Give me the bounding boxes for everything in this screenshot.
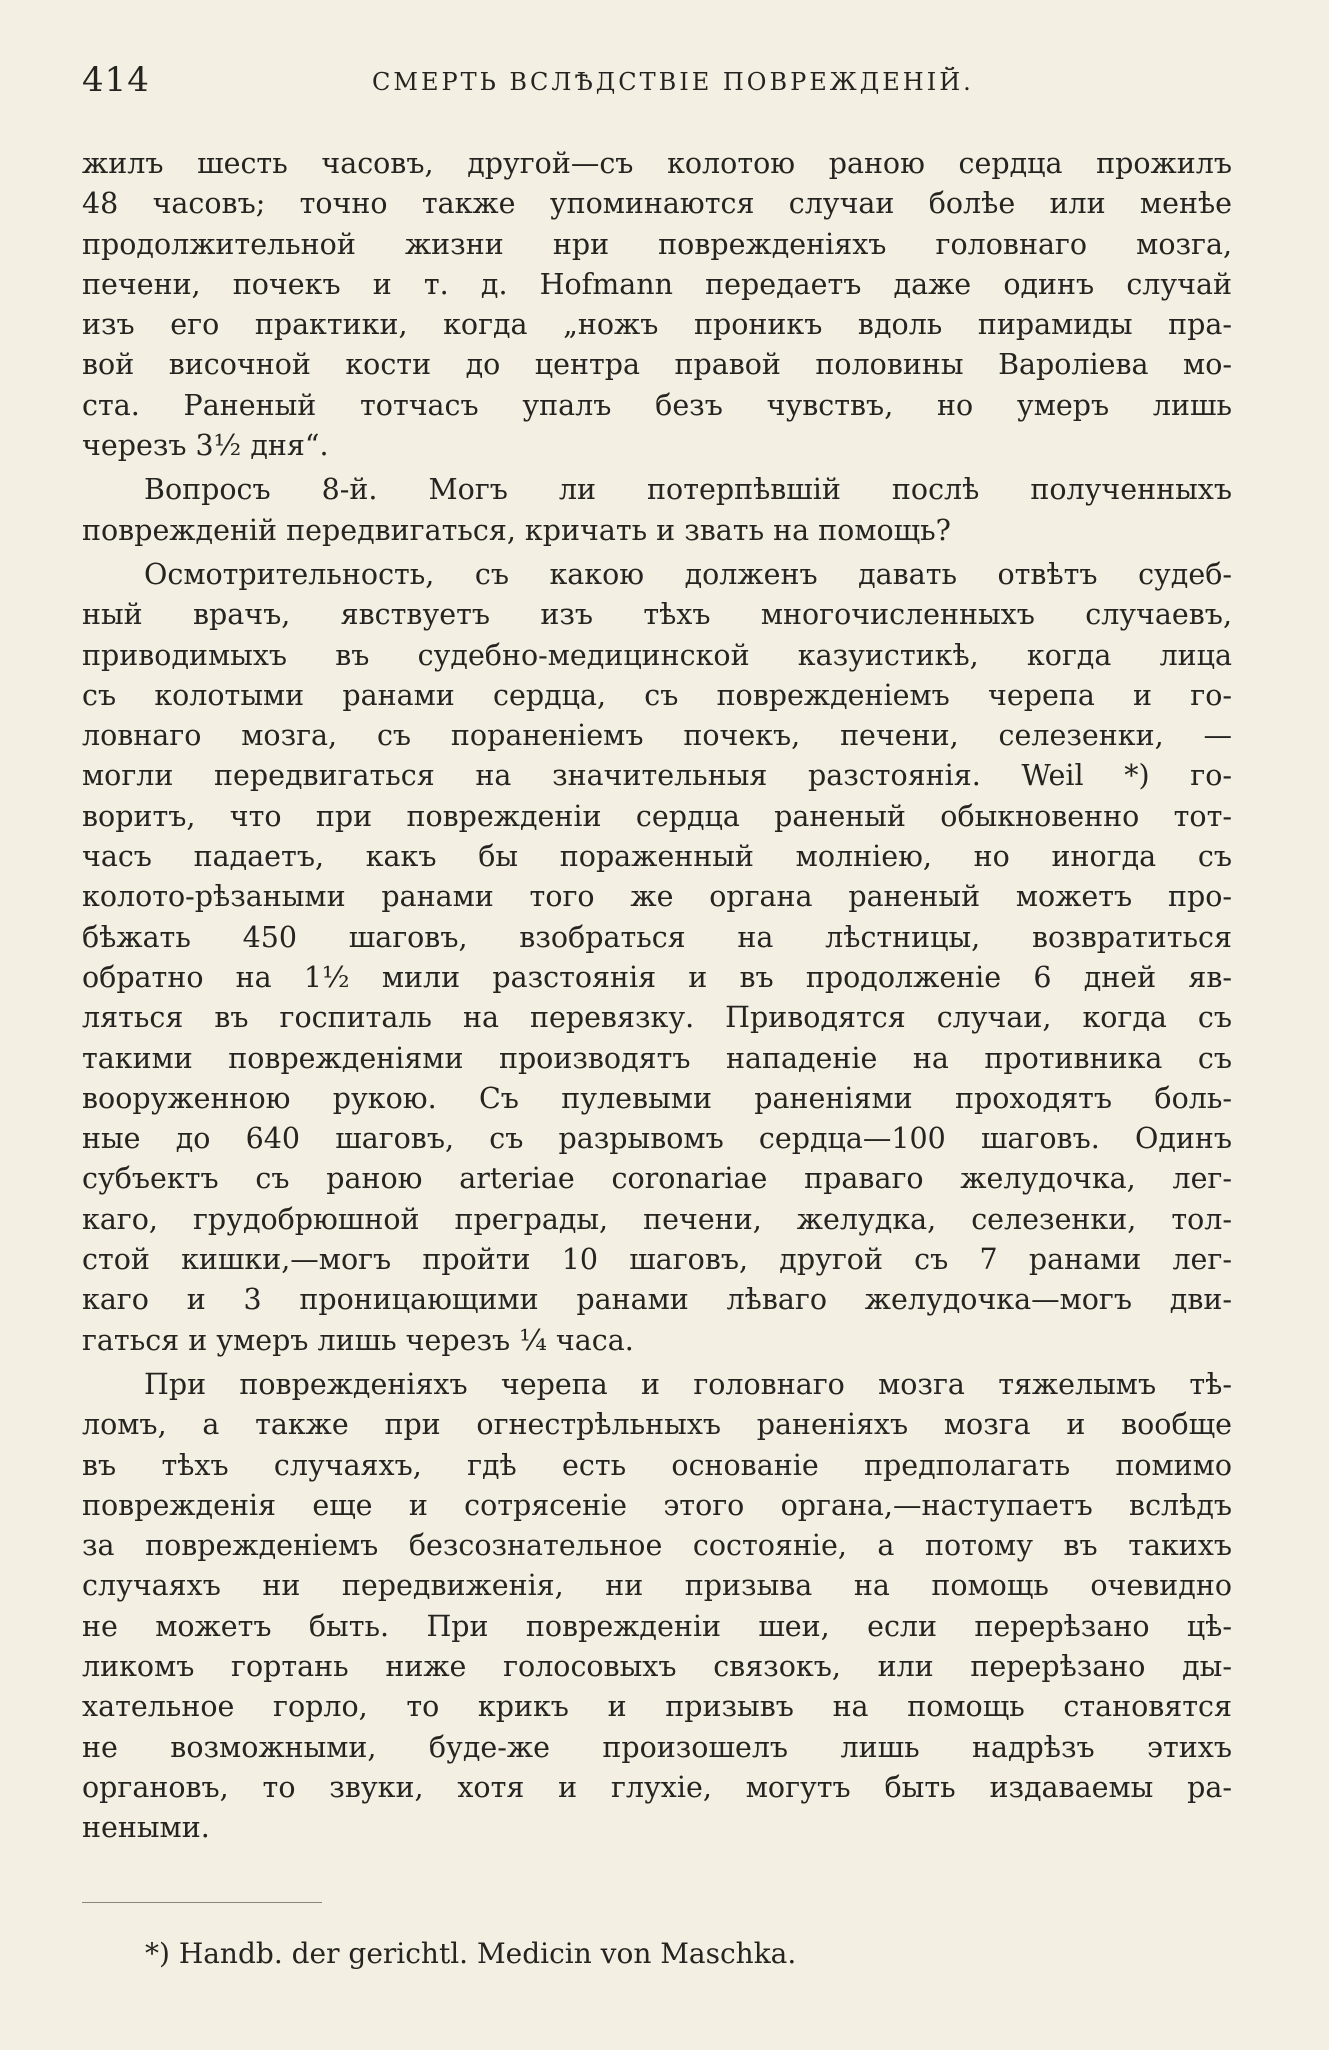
text-line: приводимыхъ въ судебно-медицинской казуистикѣ, когда лица <box>82 638 1232 672</box>
text-line: гаться и умеръ лишь черезъ ¼ часа. <box>82 1323 634 1357</box>
text-line: поврежденія еще и сотрясеніе этого органа,—наступаетъ вслѣдъ <box>82 1488 1232 1522</box>
text-line: неными. <box>82 1811 210 1845</box>
text-line: ста. Раненый тотчасъ упалъ безъ чувствъ, но умеръ лишь <box>82 388 1232 422</box>
text-line: воритъ, что при поврежденіи сердца раненый обыкновенно тот- <box>82 799 1232 833</box>
text-line: жилъ шесть часовъ, другой—съ колотою раною сердца прожилъ <box>82 147 1232 180</box>
page-number: 414 <box>82 60 150 100</box>
text-line: могли передвигаться на значительныя разстоянія. Weil *) го- <box>82 759 1232 793</box>
text-line: не возможными, буде-же произошелъ лишь надрѣзъ этихъ <box>82 1730 1232 1764</box>
text-line: такими поврежденіями производятъ нападеніе на противника съ <box>82 1041 1232 1075</box>
text-line: вой височной кости до центра правой половины Вароліева мо- <box>82 348 1232 382</box>
text-line: съ колотыми ранами сердца, съ поврежденіемъ черепа и го- <box>82 678 1232 712</box>
running-title: СМЕРТЬ ВСЛѢДСТВІЕ ПОВРЕЖДЕНІЙ. <box>372 68 974 96</box>
text-line: стой кишки,—могъ пройти 10 шаговъ, другой съ 7 ранами лег- <box>82 1243 1232 1277</box>
text-line: продолжительной жизни нри поврежденіяхъ головнаго мозга, <box>82 227 1232 261</box>
text-line: ный врачъ, явствуетъ изъ тѣхъ многочисленныхъ случаевъ, <box>82 598 1232 632</box>
text-line: субъектъ съ раною arteriae coronariae праваго желудочка, лег- <box>82 1162 1232 1196</box>
text-line: бѣжать 450 шаговъ, взобраться на лѣстницы, возвратиться <box>82 920 1232 954</box>
text-line: ляться въ госпиталь на перевязку. Приводятся случаи, когда съ <box>82 1001 1232 1035</box>
text-line: ломъ, а также при огнестрѣльныхъ раненіяхъ мозга и вообще <box>82 1408 1232 1442</box>
text-line: за поврежденіемъ безсознательное состояніе, а потому въ такихъ <box>82 1529 1232 1563</box>
text-line: въ тѣхъ случаяхъ, гдѣ есть основаніе предполагать помимо <box>82 1448 1232 1482</box>
question-heading: Вопросъ 8-й. Могъ ли потерпѣвшій послѣ полученныхъ <box>144 473 1232 507</box>
text-line: При поврежденіяхъ черепа и головнаго мозга тяжелымъ тѣ- <box>144 1367 1232 1401</box>
text-line: поврежденій передвигаться, кричать и звать на помощь? <box>82 513 951 547</box>
page-header <box>82 56 1232 108</box>
text-line: ловнаго мозга, съ пораненіемъ почекъ, печени, селезенки, — <box>82 719 1232 753</box>
text-line: черезъ 3½ дня“. <box>82 429 329 463</box>
footnote-rule <box>82 1902 322 1903</box>
text-line: каго и 3 проницающими ранами лѣваго желудочка—могъ дви- <box>82 1283 1232 1317</box>
text-line: колото-рѣзаными ранами того же органа раненый можетъ про- <box>82 880 1232 914</box>
text-line: органовъ, то звуки, хотя и глухіе, могутъ быть издаваемы ра- <box>82 1770 1232 1804</box>
text-line: часъ падаетъ, какъ бы пораженный молніею, но иногда съ <box>82 840 1232 874</box>
text-line: не можетъ быть. При поврежденіи шеи, если перерѣзано цѣ- <box>82 1609 1232 1643</box>
text-line: вооруженною рукою. Съ пулевыми раненіями проходятъ боль- <box>82 1081 1232 1115</box>
text-line: хательное горло, то крикъ и призывъ на помощь становятся <box>82 1690 1232 1724</box>
text-line: ные до 640 шаговъ, съ разрывомъ сердца—100 шаговъ. Одинъ <box>82 1122 1232 1156</box>
text-line: Осмотрительность, съ какою долженъ давать отвѣтъ судеб- <box>144 557 1232 591</box>
body-text <box>82 144 1232 1848</box>
text-line: каго, грудобрюшной преграды, печени, желудка, селезенки, тол- <box>82 1202 1232 1236</box>
page <box>82 56 1232 1848</box>
footnote: *) Handb. der gerichtl. Medicin von Maschka. <box>145 1937 797 1970</box>
text-line: изъ его практики, когда „ножъ проникъ вдоль пирамиды пра- <box>82 308 1232 342</box>
text-line: ликомъ гортань ниже голосовыхъ связокъ, или перерѣзано ды- <box>82 1649 1232 1683</box>
text-line: печени, почекъ и т. д. Hofmann передаетъ даже одинъ случай <box>82 267 1232 301</box>
text-line: случаяхъ ни передвиженія, ни призыва на помощь очевидно <box>82 1569 1232 1603</box>
text-line: 48 часовъ; точно также упоминаются случаи болѣе или менѣе <box>82 187 1232 221</box>
text-line: обратно на 1½ мили разстоянія и въ продолженіе 6 дней яв- <box>82 960 1232 994</box>
